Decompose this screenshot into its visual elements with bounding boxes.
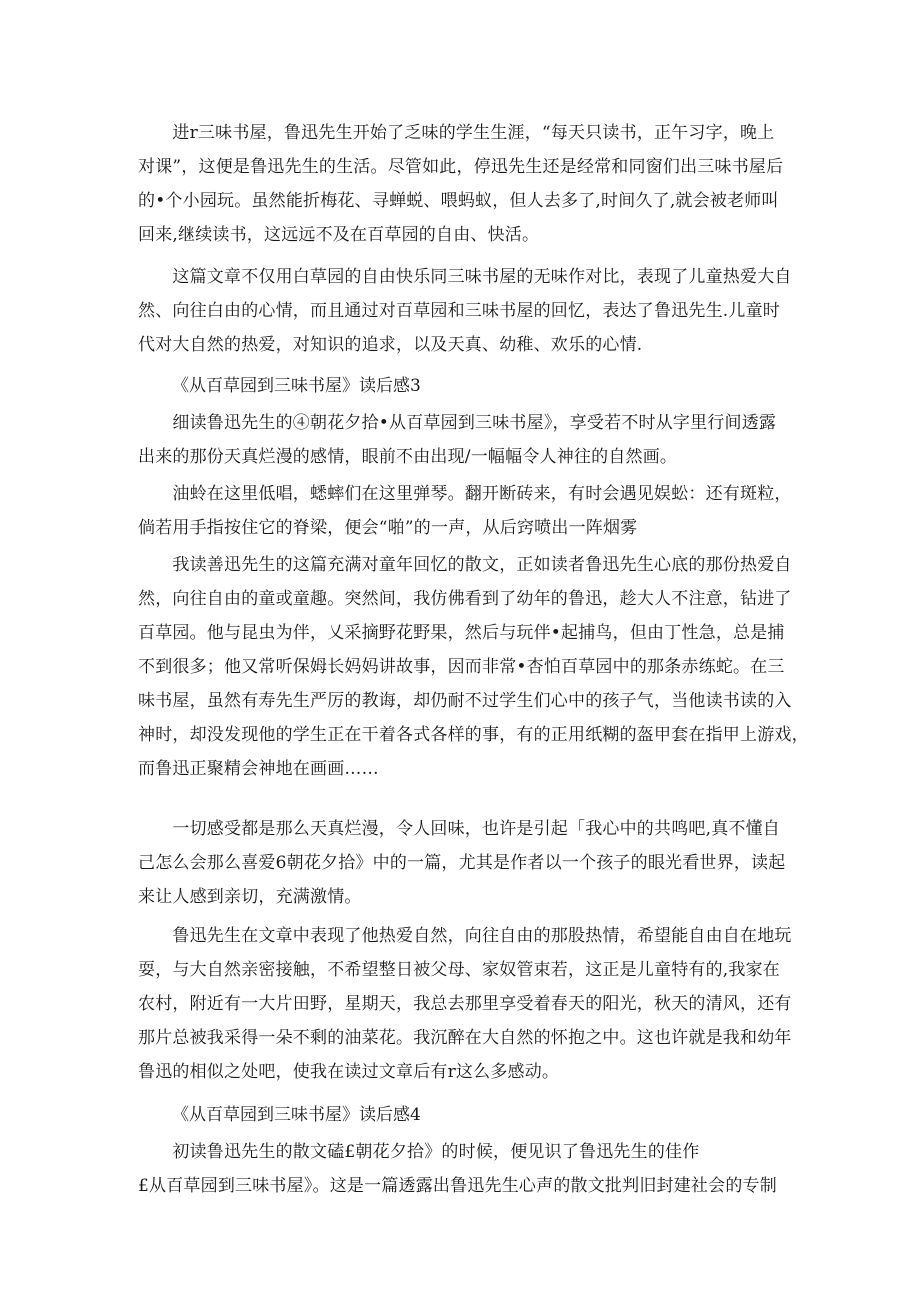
text-line: 代对大自然的热爱，对知识的追求，以及天真、幼稚、欢乐的心情. [138, 335, 643, 355]
text-line: 味书屋，虽然有寿先生严厉的教诲，却仍耐不过学生们心中的孩子气，当他读书读的入 [138, 691, 792, 711]
text-line: 然，向往自由的童或童趣。突然间，我仿佛看到了幼年的鲁迅，趁大人不注意，钻进了 [138, 589, 792, 609]
text-line: 己怎么会那么喜爱6朝花夕拾》中的一篇，尤其是作者以一个孩子的眼光看世界，读起 [138, 853, 786, 873]
text-line: 一切感受都是那么天真烂漫，令人回味，也许是引起「我心中的共鸣吧,真不懂自 [138, 819, 781, 839]
text-line: 鲁迅先生在文章中表现了他热爱自然，向往自由的那股热情，希望能自由自在地玩 [138, 926, 792, 946]
paragraph-1 [138, 116, 786, 252]
text-line: 油蛉在这里低唱，蟋蟀们在这里弹琴。翻开断砖来，有时会遇见娱蚣：还有斑粒， [138, 484, 792, 504]
text-line: 不到很多；他又常听保姆长妈妈讲故事，因而非常•杏怕百草园中的那条赤练蛇。在三 [138, 657, 785, 677]
text-line: 来让人感到亲切，充满激情。 [138, 887, 362, 907]
text-line: £从百草园到三味书屋》。这是一篇透露出鲁迅先生心声的散文批判旧封建社会的专制 [138, 1176, 777, 1196]
text-line: 然、向往白由的心情，而且通过对百草园和三味书屋的回忆，表达了鲁迅先生.儿童时 [138, 301, 781, 321]
paragraph-8 [138, 1135, 786, 1203]
text-line: 的•个小园玩。虽然能折梅花、寻蝉蜕、喂蚂蚁，但人去多了,时间久了,就会被老师叫 [138, 191, 779, 211]
paragraph-5 [138, 548, 809, 786]
section-heading-4: 《从百草园到三味书屋》读后感4 [172, 1105, 421, 1125]
text-line: 这篇文章不仅用白草园的自由快乐同三味书屋的无味作对比，表现了儿童热爱大自 [138, 267, 792, 287]
text-line: 进r三味书屋，鲁迅先生开始了乏味的学生生涯，“每天只读书，正午习字，晚上 [138, 123, 775, 143]
text-line: 对课”，这便是鲁迅先生的生活。尽管如此，停迅先生还是经常和同窗们出三味书屋后 [138, 157, 784, 177]
text-line: 倘若用手指按住它的脊梁，便会“啪”的一声，从后窍喷出一阵烟雾 [138, 518, 638, 538]
paragraph-6 [138, 812, 786, 914]
paragraph-3 [138, 406, 786, 474]
text-line: 回来,继续读书，这远远不及在百草园的自由、快活。 [138, 225, 540, 245]
paragraph-2 [138, 260, 792, 362]
text-line: 农村，附近有一大片田野，星期天，我总去那里享受着春天的阳光，秋天的清风，还有 [138, 994, 792, 1014]
text-line: 鲁迅的相似之处吧，使我在读过文章后有r这么多感动。 [138, 1062, 560, 1082]
text-line: 那片总被我采得一朵不剩的油菜花。我沉醉在大自然的怀抱之中。这也许就是我和幼年 [138, 1028, 792, 1048]
text-line: 耍，与大自然亲密接触，不希望整日被父母、家奴管束若，这正是儿童特有的,我家在 [138, 960, 781, 980]
text-line: 初读鲁迅先生的散文磕£朝花夕拾》的时候，便见识了鲁迅先生的佳作 [138, 1142, 700, 1162]
text-line: 细读鲁迅先生的④朝花夕拾•从百草园到三味书屋》，享受若不时从字里行间透露 [138, 413, 777, 433]
text-line: 神时，却没发现他的学生正在干着各式各样的事，有的正用纸糊的盔甲套在指甲上游戏， [138, 725, 809, 745]
text-line: 我读善迅先生的这篇充满对童年回忆的散文，正如读者鲁迅先生心底的那份热爱自 [138, 555, 792, 575]
section-heading-3: 《从百草园到三味书屋》读后感3 [172, 376, 421, 396]
text-line: 而鲁迅正聚精会神地在画画…… [138, 759, 379, 779]
text-line: 出来的那份天真烂漫的感情，眼前不由出现/一幅幅令人神往的自然画。 [138, 447, 678, 467]
text-line: 百草园。他与昆虫为伴，乂采摘野花野果，然后与玩伴•起捕鸟，但由丁性急，总是捕 [138, 623, 785, 643]
paragraph-4 [138, 477, 792, 545]
paragraph-7 [138, 919, 792, 1089]
